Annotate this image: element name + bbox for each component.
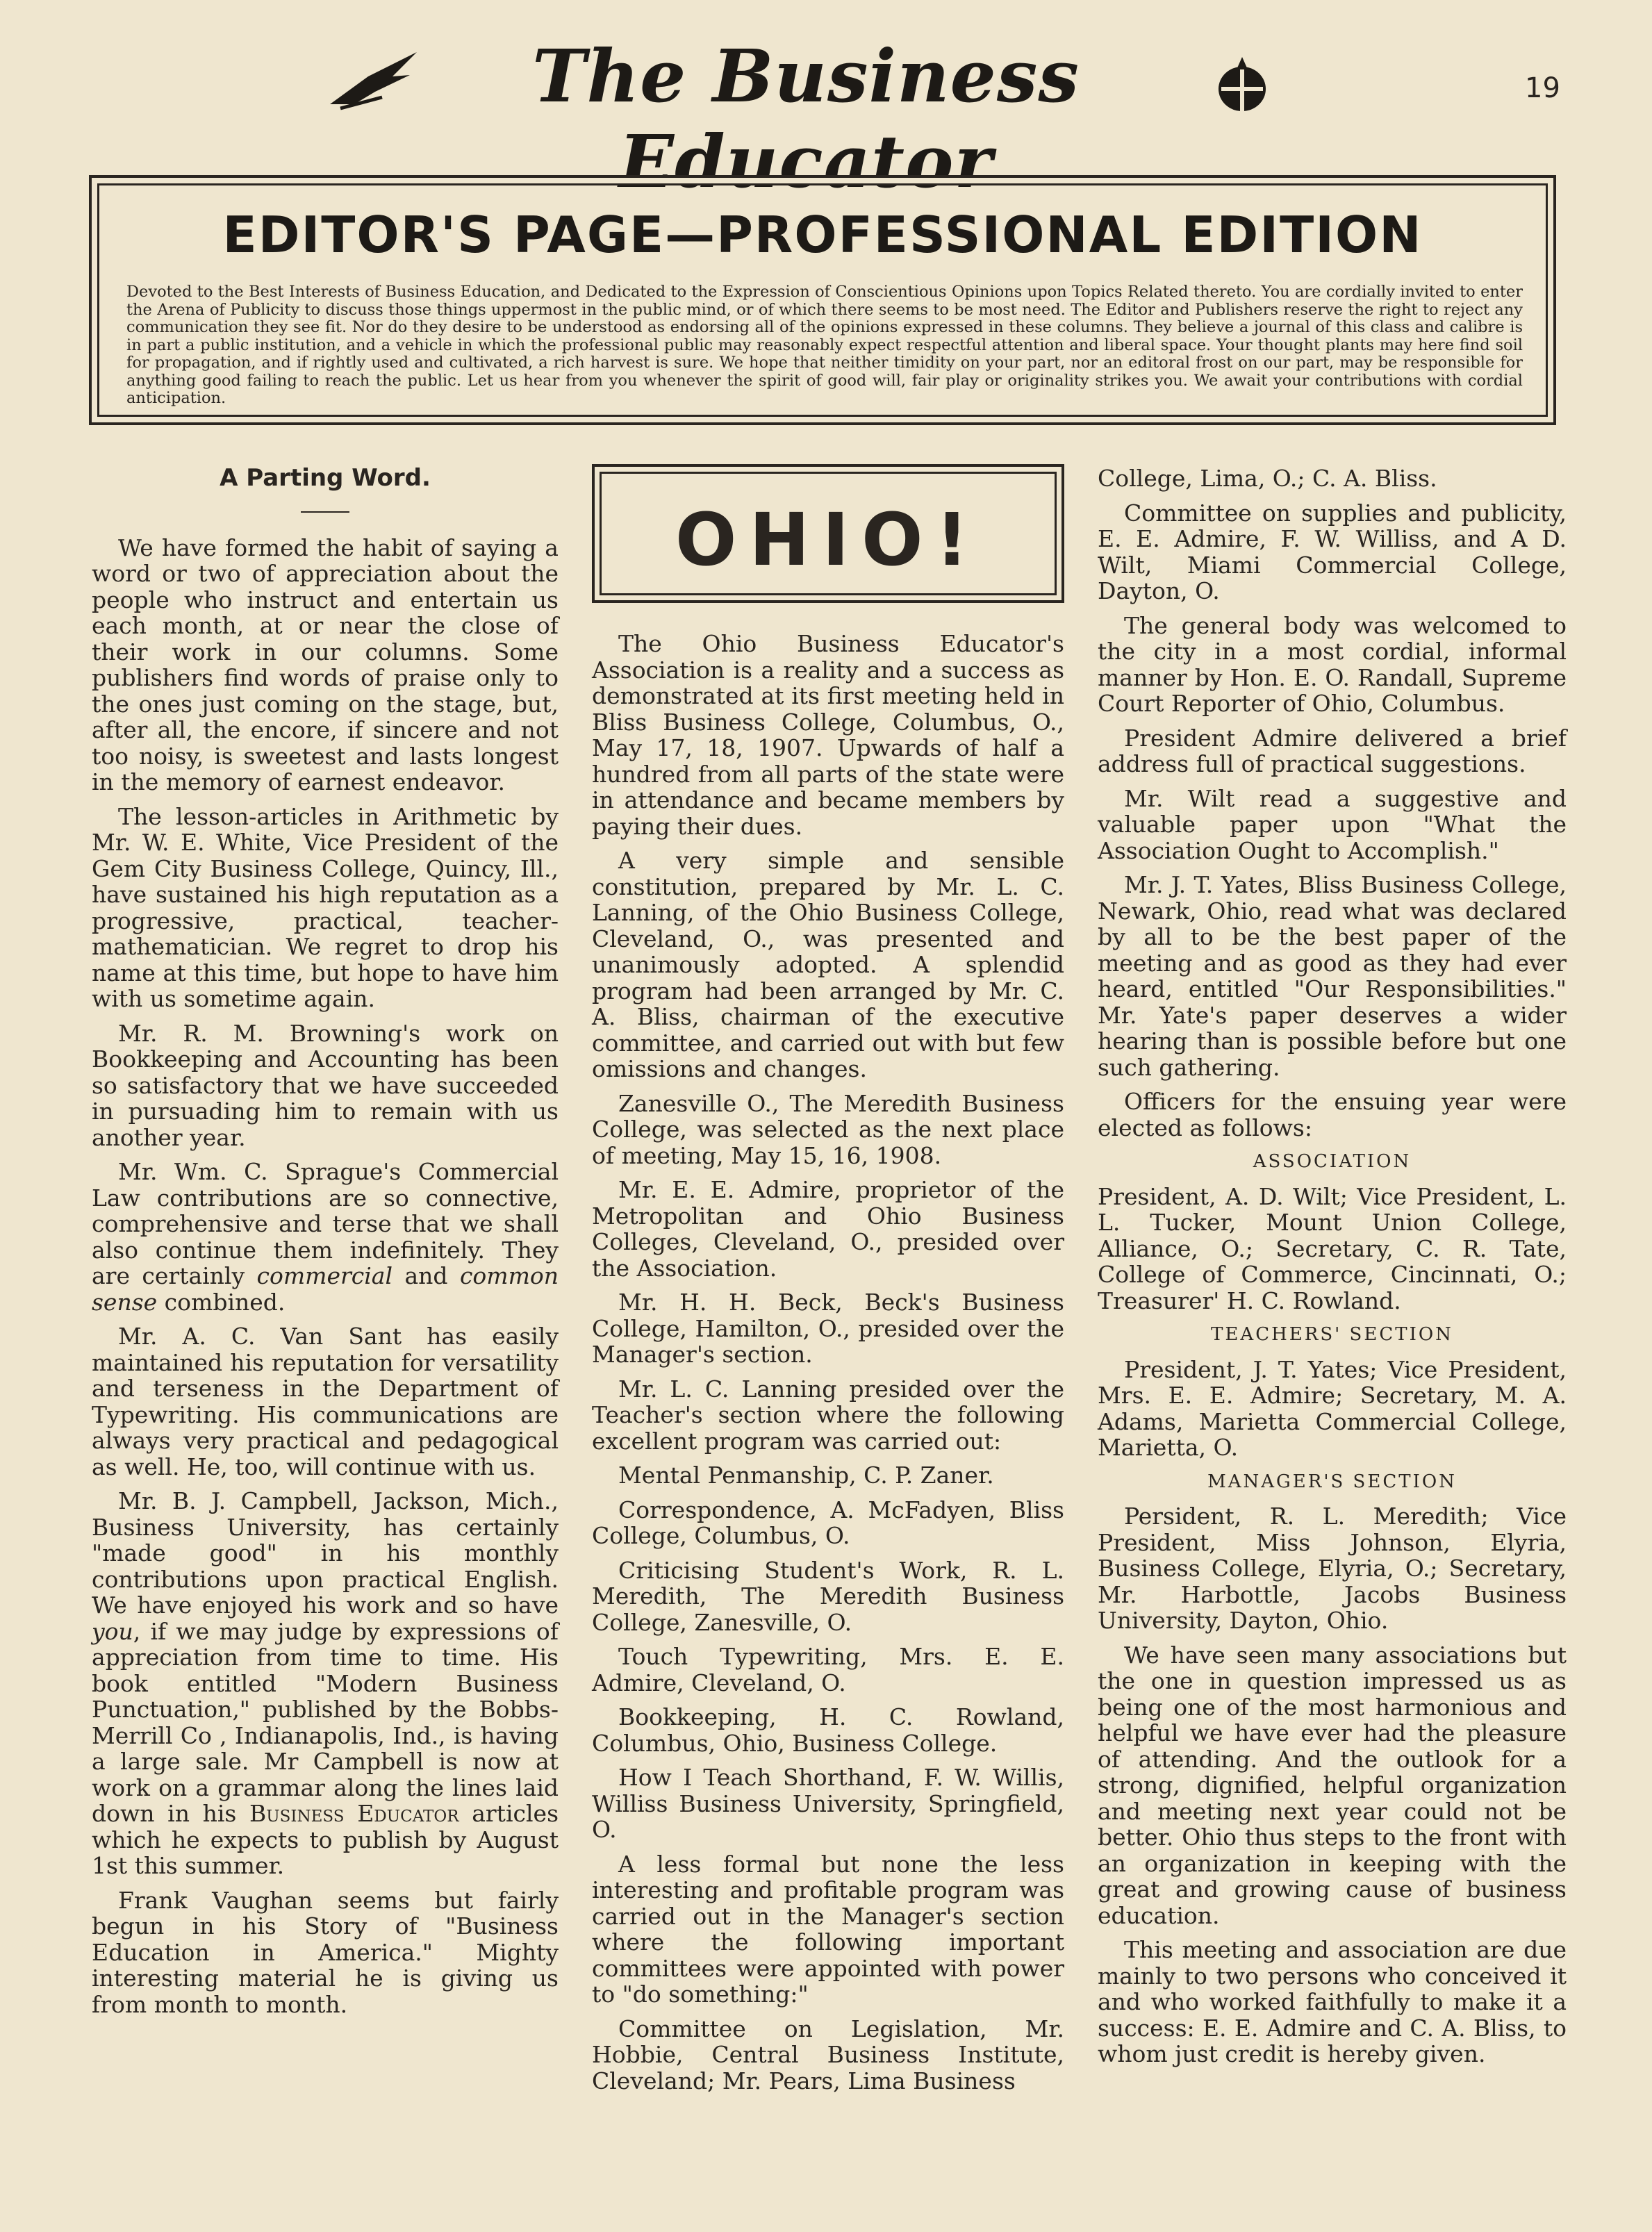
- paragraph: Mr. R. M. Browning's work on Bookkeeping and Accounting has been so satisfactory that we have succeeded in pursuading him to remain with us another year.: [92, 1019, 559, 1151]
- paragraph: Mr. Wilt read a suggestive and valuable paper upon "What the Association Ought to Accomplish.": [1098, 784, 1567, 864]
- program-item: Touch Typewriting, Mrs. E. E. Admire, Cleveland, O.: [592, 1643, 1064, 1696]
- editor-box: [89, 175, 1556, 425]
- program-item: Criticising Student's Work, R. L. Meredith, The Meredith Business College, Zanesville, O.: [592, 1556, 1064, 1636]
- editor-description: Devoted to the Best Interests of Business Education, and Dedicated to the Expression of Conscientious Opinions upon Topics Related thereto. You are cordially invited to enter the Arena of Publicity to discuss those things uppermost in the public mind, or of which there seems to be most need. The Editor and Publishers reserve the right to reject any communication they see fit. Nor do they desire to be understood as endorsing all of the opinions expressed in these columns. They believe a journal of this class and calibre is in part a public institution, and a vehicle in which the professional public may reasonably expect respectful attention and liberal space. Your thought plants may here find soil for propagation, and if rightly used and cultivated, a rich harvest is sure. We hope that neither timidity on your part, nor an editoral frost on our part, may be responsible for anything good failing to reach the public. Let us hear from you whenever the spirit of good will, fair play or originality strikes you. We await your contributions with cordial anticipation.: [126, 283, 1523, 407]
- masthead-title: The Business Educator: [532, 33, 1080, 204]
- program-item: Bookkeeping, H. C. Rowland, Columbus, Ohio, Business College.: [592, 1703, 1064, 1757]
- column-right: [1098, 465, 1567, 2076]
- paragraph: Mr. H. H. Beck, Beck's Business College, Hamilton, O., presided over the Manager's section.: [592, 1289, 1064, 1368]
- paragraph: Frank Vaughan seems but fairly begun in his Story of "Business Education in America." Mighty interesting material he is giving us from month to month.: [92, 1886, 559, 2018]
- section-heading: TEACHERS' SECTION: [1211, 1324, 1453, 1345]
- program-item: Mental Penmanship, C. P. Zaner.: [618, 1462, 994, 1489]
- emblem-icon: [1214, 54, 1270, 117]
- paragraph: We have seen many associations but the one in question impressed us as being one of the most harmonious and helpful we have ever had the pleasure of attending. And the outlook for a strong, dignified, helpful organization and meeting next year could not be better. Ohio thus steps to the front with an organization in keeping with the great and growing cause of business education.: [1098, 1641, 1567, 1929]
- paragraph: Officers for the ensuing year were elected as follows:: [1098, 1088, 1567, 1141]
- article-heading: A Parting Word.: [220, 464, 431, 492]
- program-item: How I Teach Shorthand, F. W. Willis, Williss Business University, Springfield, O.: [592, 1764, 1064, 1843]
- section-heading: MANAGER'S SECTION: [1207, 1471, 1457, 1492]
- paragraph: Zanesville O., The Meredith Business College, was selected as the next place of meeting, May 15, 16, 1908.: [592, 1089, 1064, 1169]
- paragraph: The general body was welcomed to the city in a most cordial, informal manner by Hon. E. O. Randall, Supreme Court Reporter of Ohio, Columbus.: [1098, 611, 1567, 717]
- divider: [301, 511, 349, 513]
- paragraph: The lesson-articles in Arithmetic by Mr. W. E. White, Vice President of the Gem City Business College, Quincy, Ill., have sustained his high reputation as a progressive, practical, teacher-mathematician. We regret to drop his name at this time, but hope to have him with us sometime again.: [92, 802, 559, 1012]
- quill-icon: [327, 49, 424, 111]
- paragraph: We have formed the habit of saying a word or two of appreciation about the people who instruct and entertain us each month, at or near the close of their work in our columns. Some publishers find words of praise only to the ones just coming on the stage, but, after all, the encore, if sincere and not too noisy, is sweetest and lasts longest in the memory of earnest endeavor.: [92, 534, 559, 795]
- paragraph: President, A. D. Wilt; Vice President, L. L. Tucker, Mount Union College, Alliance, O.; Secretary, C. R. Tate, College of Commerce, Cincinnati, O.; Treasurer' H. C. Rowland.: [1098, 1182, 1567, 1314]
- editor-heading: EDITOR'S PAGE—PROFESSIONAL EDITION: [222, 206, 1423, 264]
- paragraph: President Admire delivered a brief address full of practical suggestions.: [1098, 724, 1567, 777]
- masthead: [0, 0, 1652, 204]
- paragraph: A less formal but none the less interesting and profitable program was carried out in the Manager's section where the following important committees were appointed with power to "do something:": [592, 1850, 1064, 2008]
- paragraph: Mr. Wm. C. Sprague's Commercial Law contributions are so connective, comprehensive and terse that we shall also continue them indefinitely. They are certainly commercial and common sense combined.: [92, 1158, 559, 1316]
- paragraph: Mr. L. C. Lanning presided over the Teacher's section where the following excellent program was carried out:: [592, 1375, 1064, 1455]
- paragraph: Committee on Legislation, Mr. Hobbie, Central Business Institute, Cleveland; Mr. Pears, Lima Business: [592, 2015, 1064, 2094]
- paragraph: Mr. E. E. Admire, proprietor of the Metropolitan and Ohio Business Colleges, Cleveland, O., presided over the Association.: [592, 1176, 1064, 1282]
- paragraph: This meeting and association are due mainly to two persons who conceived it and who worked faithfully to make it a success: E. E. Admire and C. A. Bliss, to whom just credit is hereby given.: [1098, 1936, 1567, 2067]
- ohio-title: OHIO!: [675, 497, 981, 582]
- page-number: 19: [1525, 72, 1560, 104]
- column-left: [92, 458, 559, 2026]
- paragraph: Mr. A. C. Van Sant has easily maintained his reputation for versatility and terseness in the Department of Typewriting. His communications are always very practical and pedagogical as well. He, too, will continue with us.: [92, 1323, 559, 1480]
- paragraph: Mr. B. J. Campbell, Jackson, Mich., Business University, has certainly "made good" in his monthly contributions upon practical English. We have enjoyed his work and so have you, if we may judge by expressions of appreciation from time to time. His book entitled "Modern Business Punctuation," published by the Bobbs-Merrill Co , Indianapolis, Ind., is having a large sale. Mr Campbell is now at work on a grammar along the lines laid down in his Business Educator articles which he expects to publish by August 1st this summer.: [92, 1487, 559, 1879]
- program-item: Correspondence, A. McFadyen, Bliss College, Columbus, O.: [592, 1496, 1064, 1549]
- ohio-title-box: [592, 464, 1064, 603]
- paragraph: A very simple and sensible constitution, prepared by Mr. L. C. Lanning, of the Ohio Business College, Cleveland, O., was presented and unanimously adopted. A splendid program had been arranged by Mr. C. A. Bliss, chairman of the executive committee, and carried out with but few omissions and changes.: [592, 847, 1064, 1082]
- paragraph: College, Lima, O.; C. A. Bliss.: [1098, 465, 1437, 492]
- section-heading: ASSOCIATION: [1253, 1151, 1412, 1172]
- paragraph: President, J. T. Yates; Vice President, Mrs. E. E. Admire; Secretary, M. A. Adams, Marietta Commercial College, Marietta, O.: [1098, 1355, 1567, 1461]
- paragraph: The Ohio Business Educator's Association is a reality and a success as demonstrated at its first meeting held in Bliss Business College, Columbus, O., May 17, 18, 1907. Upwards of half a hundred from all parts of the state were in attendance and became members by paying their dues.: [592, 630, 1064, 840]
- paragraph: Committee on supplies and publicity, E. E. Admire, F. W. Williss, and A D. Wilt, Miami Commercial College, Dayton, O.: [1098, 499, 1567, 604]
- paragraph: Mr. J. T. Yates, Bliss Business College, Newark, Ohio, read what was declared by all to be the best paper of the meeting and as good as they had ever heard, entitled "Our Responsibilities." Mr. Yate's paper deserves a wider hearing than is possible before but one such gathering.: [1098, 871, 1567, 1081]
- paragraph: Persident, R. L. Meredith; Vice President, Miss Johnson, Elyria, Business College, Elyria, O.; Secretary, Mr. Harbottle, Jacobs Business University, Dayton, Ohio.: [1098, 1503, 1567, 1634]
- column-middle: [592, 631, 1064, 2102]
